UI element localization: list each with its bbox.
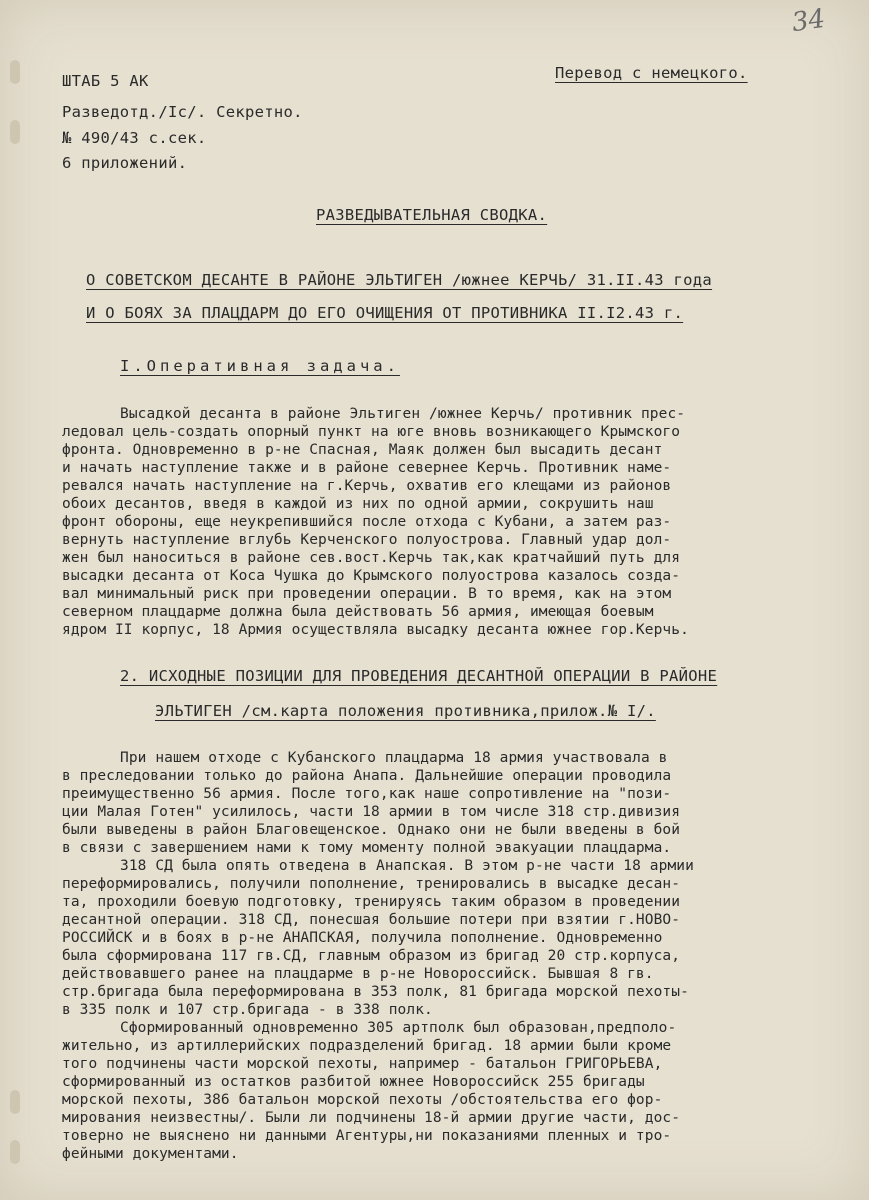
section-1-line: вернуть наступление вглубь Керченского полуострова. Главный удар дол- bbox=[62, 532, 672, 548]
section-1-line: жен был наноситься в районе сев.вост.Керчь так,как кратчайший путь для bbox=[62, 550, 681, 566]
section-2-line: При нашем отходе с Кубанского плацдарма 18 армия участвовала в bbox=[120, 750, 668, 766]
section-2-heading-line-1: 2. ИСХОДНЫЕ ПОЗИЦИИ ДЛЯ ПРОВЕДЕНИЯ ДЕСАНТНОЙ ОПЕРАЦИИ В РАЙОНЕ bbox=[120, 667, 718, 685]
section-1-line: фронт обороны, еще неукрепившийся после отхода с Кубани, а затем раз- bbox=[62, 514, 672, 530]
section-1-line: фронта. Одновременно в р-не Спасная, Маяк должен был высадить десант bbox=[62, 442, 663, 458]
section-1-line: вал минимальный риск при проведении операции. В то время, как на этом bbox=[62, 586, 672, 602]
section-2-line: десантной операции. 318 СД, понесшая большие потери при взятии г.НОВО- bbox=[62, 912, 681, 928]
section-1-line: высадки десанта от Коса Чушка до Крымского полуострова казалось созда- bbox=[62, 568, 681, 584]
header-translation-note: Перевод с немецкого. bbox=[555, 64, 748, 82]
punch-hole bbox=[10, 120, 20, 144]
section-2-line: Сформированный одновременно 305 артполк был образован,предполо- bbox=[120, 1020, 677, 1036]
section-2-line: фейными документами. bbox=[62, 1146, 239, 1162]
section-2-line: в 335 полк и 107 стр.бригада - в 338 полк. bbox=[62, 1002, 433, 1018]
punch-hole bbox=[10, 60, 20, 84]
section-1-line: ревался начать наступление на г.Керчь, охватив его клещами из районов bbox=[62, 478, 672, 494]
header-staff: ШТАБ 5 АК bbox=[62, 72, 149, 90]
section-2-line: та, проходили боевую подготовку, тренируясь таким образом в проведении bbox=[62, 894, 681, 910]
section-1-heading: I.Оперативная задача. bbox=[120, 357, 400, 375]
section-2-line: того подчинены части морской пехоты, например - батальон ГРИГОРЬЕВА, bbox=[62, 1056, 663, 1072]
section-1-line: ледовал цель-создать опорный пункт на юге вновь возникающего Крымского bbox=[62, 424, 681, 440]
header-attachments: 6 приложений. bbox=[62, 154, 188, 172]
section-1-line: обоих десантов, введя в каждой из них по одной армии, сокрушить наш bbox=[62, 496, 654, 512]
section-2-line: морской пехоты, 386 батальон морской пехоты /обстоятельства его фор- bbox=[62, 1092, 663, 1108]
header-department: Разведотд./Ic/. Секретно. bbox=[62, 103, 303, 121]
document-subtitle-line-1: О СОВЕТСКОМ ДЕСАНТЕ В РАЙОНЕ ЭЛЬТИГЕН /южнее КЕРЧЬ/ 31.II.43 года bbox=[86, 271, 713, 289]
section-2-line: преимущественно 56 армия. После того,как наше сопротивление на "пози- bbox=[62, 786, 672, 802]
section-1-line: Высадкой десанта в районе Эльтиген /южнее Керчь/ противник прес- bbox=[120, 406, 686, 422]
punch-holes bbox=[10, 0, 24, 1200]
section-2-line: в преследовании только до района Анапа. Дальнейшие операции проводила bbox=[62, 768, 672, 784]
section-2-line: жительно, из артиллерийских подразделений бригад. 18 армии были кроме bbox=[62, 1038, 672, 1054]
section-2-line: мирования неизвестны/. Были ли подчинены 18-й армии другие части, дос- bbox=[62, 1110, 681, 1126]
section-2-line: переформировались, получили пополнение, тренировались в высадке десан- bbox=[62, 876, 681, 892]
section-2-line: была сформирована 117 гв.СД, главным образом из бригад 20 стр.корпуса, bbox=[62, 948, 681, 964]
section-1-line: северном плацдарме должна была действовать 56 армия, имеющая боевым bbox=[62, 604, 654, 620]
document-subtitle-line-2: И О БОЯХ ЗА ПЛАЦДАРМ ДО ЕГО ОЧИЩЕНИЯ ОТ ПРОТИВНИКА II.I2.43 г. bbox=[86, 304, 684, 322]
section-2-line: товерно не выяснено ни данными Агентуры,ни показаниями пленных и тро- bbox=[62, 1128, 672, 1144]
section-2-heading-line-2: ЭЛЬТИГЕН /см.карта положения противника,прилож.№ I/. bbox=[155, 702, 656, 720]
document-title: РАЗВЕДЫВАТЕЛЬНАЯ СВОДКА. bbox=[316, 206, 548, 224]
section-2-line: были выведены в район Благовещенское. Однако они не были введены в бой bbox=[62, 822, 681, 838]
punch-hole bbox=[10, 1140, 20, 1164]
punch-hole bbox=[10, 1090, 20, 1114]
section-1-line: и начать наступление также и в районе севернее Керчь. Противник наме- bbox=[62, 460, 672, 476]
section-1-line: ядром II корпус, 18 Армия осуществляла высадку десанта южнее гор.Керчь. bbox=[62, 622, 689, 638]
section-2-line: 318 СД была опять отведена в Анапская. В этом р-не части 18 армии bbox=[120, 858, 694, 874]
section-2-line: РОССИЙСК и в боях в р-не АНАПСКАЯ, получила пополнение. Одновременно bbox=[62, 930, 663, 946]
section-2-line: сформированный из остатков разбитой южнее Новороссийск 255 бригады bbox=[62, 1074, 645, 1090]
header-doc-number: № 490/43 с.сек. bbox=[62, 129, 207, 147]
section-2-line: ции Малая Готен" усилилось, части 18 армии в том числе 318 стр.дивизия bbox=[62, 804, 681, 820]
section-2-line: действовавшего ранее на плацдарме в р-не Новороссийск. Бывшая 8 гв. bbox=[62, 966, 654, 982]
section-2-line: в связи с завершением нами к тому моменту полной эвакуации плацдарма. bbox=[62, 840, 672, 856]
page-number: 34 bbox=[790, 3, 828, 39]
section-2-line: стр.бригада была переформирована в 353 полк, 81 бригада морской пехоты- bbox=[62, 984, 689, 1000]
